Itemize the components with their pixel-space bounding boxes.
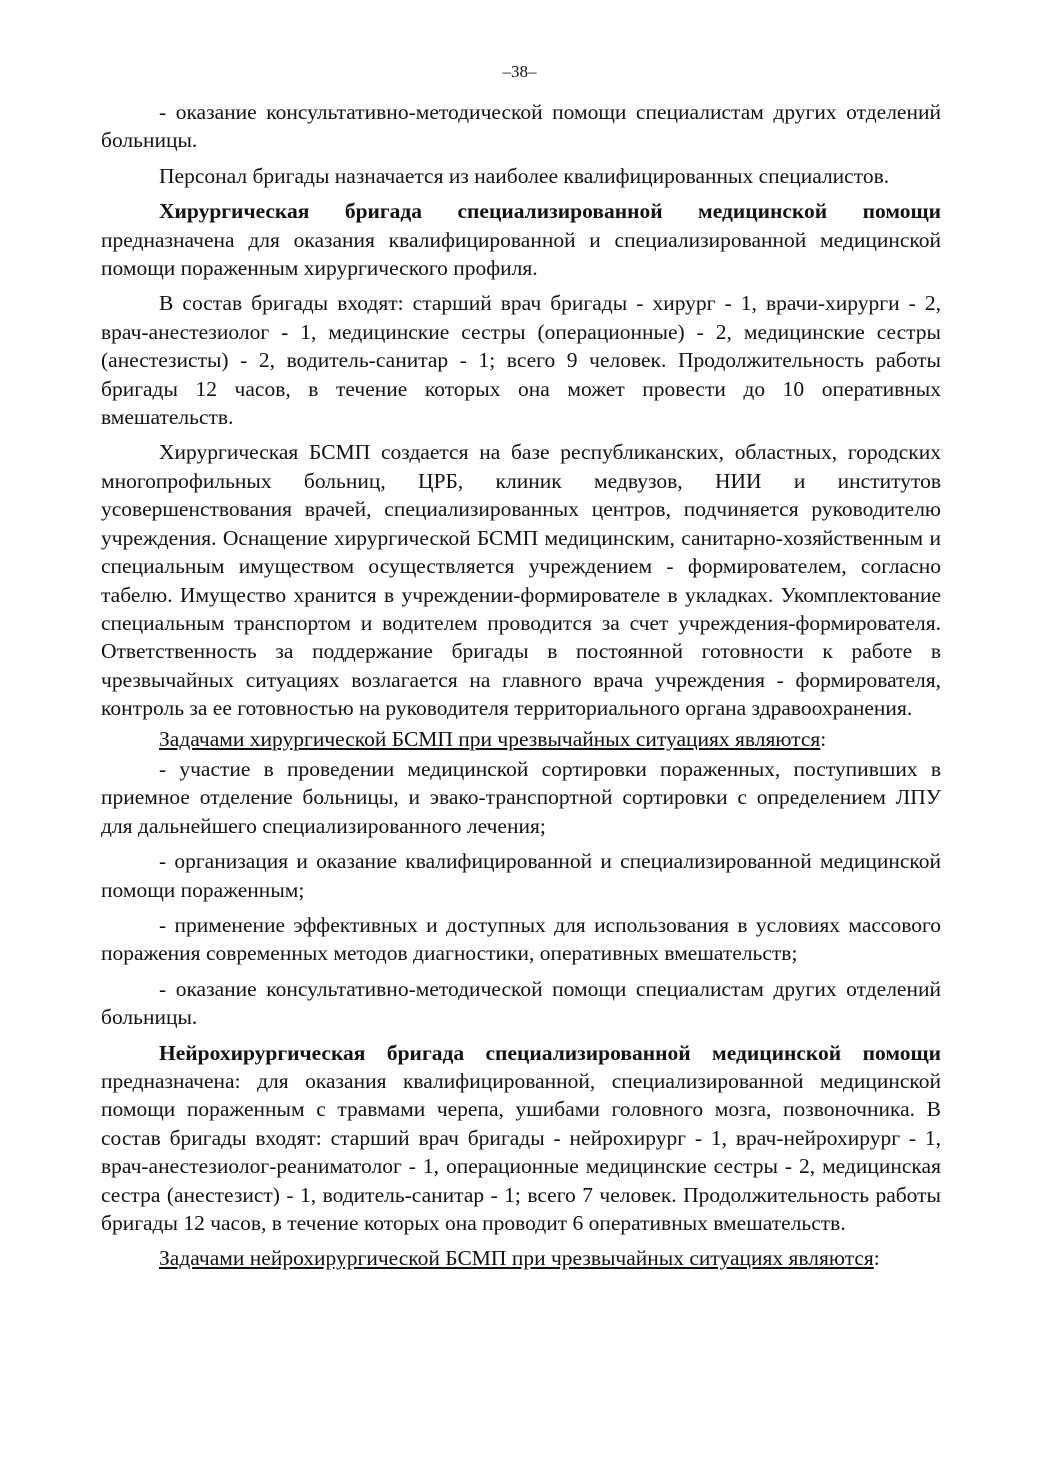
paragraph-task-organization: - организация и оказание квалифицированной и специализированной медицинской помощи пораженным;	[101, 849, 941, 902]
paragraph-consulting-help-2: - оказание консультативно-методической помощи специалистам других отделений больницы.	[101, 976, 941, 1030]
surgical-tasks-heading: Задачами хирургической БСМП при чрезвычайных ситуациях являются	[159, 726, 821, 751]
paragraph-surgical-brigade	[101, 197, 941, 282]
paragraph-neurosurgical-brigade	[101, 1039, 941, 1238]
neurosurgical-tasks-colon: :	[873, 1246, 880, 1271]
document-body	[101, 98, 941, 1280]
neurosurgical-brigade-text: предназначена: для оказания квалифицированной, специализированной медицинской помощи пораженным с травмами черепа, ушибами головного мозга, позвоночника. В состав бригады входят: старший врач бригады - нейрохирург - 1, врач-нейрохирург - 1, врач-анестезиолог-реаниматолог - 1, операционные медицинские сестры - 2, медицинская сестра (анестезист) - 1, водитель-санитар - 1; всего 7 человек. Продолжительность работы бригады 12 часов, в течение которых она проводит 6 оперативных вмешательств.	[101, 1069, 941, 1236]
surgical-brigade-heading: Хирургическая бригада специализированной медицинской помощи	[159, 199, 941, 224]
surgical-brigade-text: предназначена для оказания квалифицированной и специализированной медицинской помощи пораженным хирургического профиля.	[101, 227, 941, 281]
surgical-tasks-colon: :	[820, 726, 827, 751]
neurosurgical-tasks-heading: Задачами нейрохирургической БСМП при чрезвычайных ситуациях являются	[159, 1246, 874, 1271]
page-number: –38–	[502, 62, 537, 81]
paragraph-surgical-tasks-heading	[101, 725, 941, 753]
neurosurgical-brigade-heading: Нейрохирургическая бригада специализированной медицинской помощи	[159, 1040, 941, 1065]
paragraph-task-methods: - применение эффективных и доступных для использования в условиях массового поражения современных методов диагностики, оперативных вмешательств;	[101, 912, 941, 966]
paragraph-consulting-help-1: - оказание консультативно-методической помощи специалистам других отделений больницы.	[101, 100, 941, 153]
paragraph-surgical-composition: В состав бригады входят: старший врач бригады - хирург - 1, врачи-хирурги - 2, врач-анестезиолог - 1, медицинские сестры (операционные) - 2, медицинские сестры (анестезисты) - 2, водитель-санитар - 1; всего 9 человек. Продолжительность работы бригады 12 часов, в течение которых она может провести до 10 оперативных вмешательств.	[101, 291, 941, 430]
paragraph-neurosurgical-tasks-heading	[101, 1244, 941, 1272]
paragraph-surgical-base: Хирургическая БСМП создается на базе республиканских, областных, городских многопрофильных больниц, ЦРБ, клиник медвузов, НИИ и институтов усовершенствования врачей, специализированных центров, подчиняется руководителю учреждения. Оснащение хирургической БСМП медицинским, санитарно-хозяйственным и специальным имуществом осуществляется учреждением - формирователем, согласно табелю. Имущество хранится в учреждении-формирователе в укладках. Укомплектование специальным транспортом и водителем проводится за счет учреждения-формирователя. Ответственность за поддержание бригады в постоянной готовности к работе в чрезвычайных ситуациях возлагается на главного врача учреждения - формирователя, контроль за ее готовностью на руководителя территориального органа здравоохранения.	[101, 440, 941, 721]
paragraph-personnel: Персонал бригады назначается из наиболее квалифицированных специалистов.	[159, 163, 890, 188]
paragraph-task-sorting: - участие в проведении медицинской сортировки пораженных, поступивших в приемное отделение больницы, и эвако-транспортной сортировки с определением ЛПУ для дальнейшего специализированного лечения;	[101, 756, 941, 838]
